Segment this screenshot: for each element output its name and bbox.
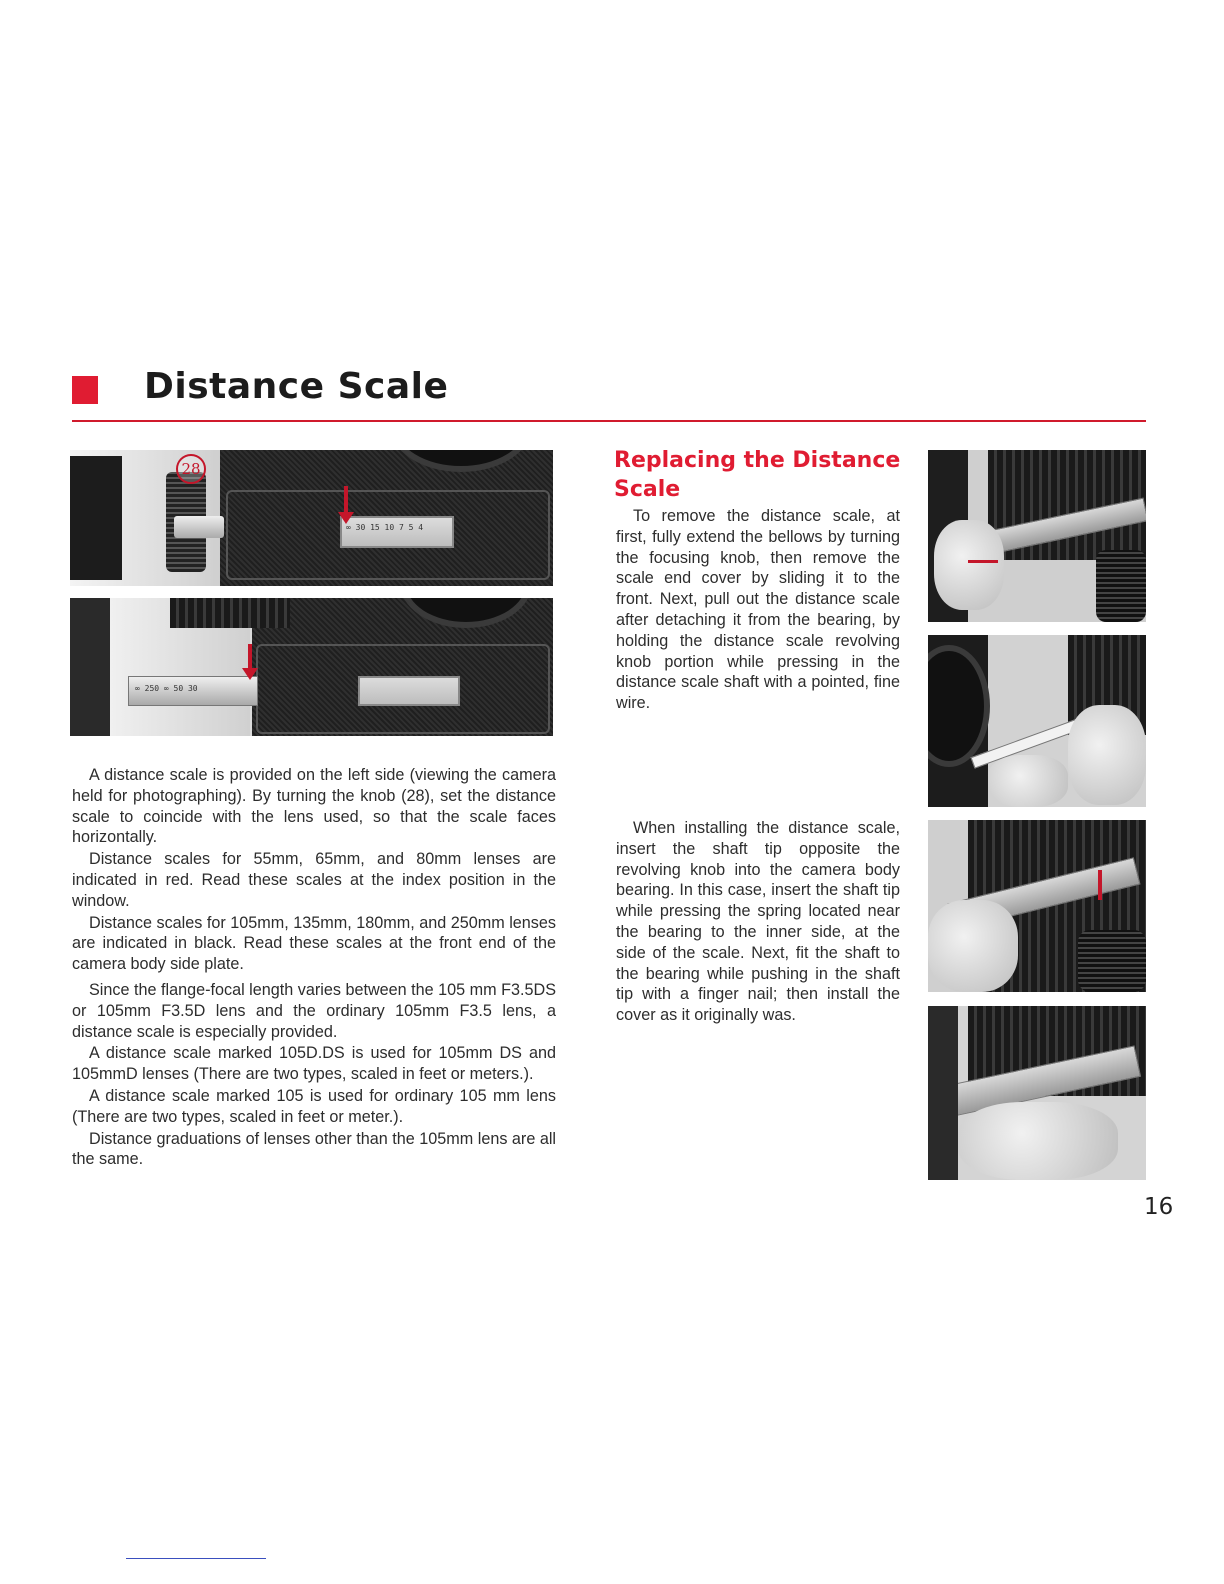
- scale-window-text: ∞ 30 15 10 7 5 4: [346, 523, 424, 532]
- section-subtitle: Replacing the Distance Scale: [614, 448, 901, 502]
- photo-installation-step-2: [928, 1006, 1146, 1180]
- paragraph: Since the flange-focal length varies between the 105 mm F3.5DS or 105mm F3.5D lens and the ordinary 105mm F3.5 lens, a distance scale is especially provided.: [72, 980, 557, 1041]
- photo-side-plate-scale: [70, 598, 553, 736]
- photo-distance-scale-window: [70, 450, 553, 586]
- section-marker-square: [72, 376, 98, 404]
- photo-removal-step-1: [928, 450, 1146, 622]
- installation-instructions: [616, 818, 900, 1026]
- removal-instructions: [616, 506, 900, 714]
- paragraph: A distance scale marked 105D.DS is used for 105mm DS and 105mmD lenses (There are two types, scaled in feet or meters.).: [72, 1044, 556, 1084]
- paragraph: Distance scales for 55mm, 65mm, and 80mm lenses are indicated in red. Read these scales at the index position in the window.: [72, 850, 556, 910]
- index-arrow-marker-2: [248, 644, 252, 670]
- page-number: 16: [1144, 1194, 1174, 1220]
- footer-rule: [126, 1558, 266, 1559]
- paragraph: Distance scales for 105mm, 135mm, 180mm, and 250mm lenses are indicated in black. Read these scales at the front end of the camera body side plate.: [72, 913, 556, 974]
- paragraph: A distance scale marked 105 is used for ordinary 105 mm lens (There are two types, scaled in feet or meter.).: [72, 1086, 556, 1126]
- paragraph: A distance scale is provided on the left side (viewing the camera held for photographing). By turning the knob (28), set the distance scale to coincide with the lens used, so that the scale faces horizontally.: [72, 766, 556, 847]
- index-arrow-marker: [344, 486, 348, 514]
- photo-removal-step-2: [928, 635, 1146, 807]
- knob-28-callout: 28: [176, 454, 206, 484]
- paragraph: When installing the distance scale, insert the shaft tip opposite the revolving knob into the camera body bearing. In this case, insert the shaft tip while pressing the spring located near the bearing to the inner side, at the side of the scale. Next, fit the shaft to the bearing while pushing in the shaft tip with a finger nail; then install the cover as it originally was.: [616, 819, 900, 1025]
- paragraph: Distance graduations of lenses other than the 105mm lens are all the same.: [72, 1129, 557, 1169]
- page-title: Distance Scale: [144, 366, 449, 407]
- left-column-text: [72, 765, 556, 1170]
- side-scale-text: ∞ 250 ∞ 50 30: [135, 684, 198, 693]
- paragraph: To remove the distance scale, at first, fully extend the bellows by turning the focusing knob, then remove the scale end cover by sliding it to the front. Next, pull out the distance scale after detaching it from the bearing, by holding the distance scale revolving knob portion while pressing in the distance scale shaft with a pointed, fine wire.: [616, 507, 900, 713]
- photo-installation-step-1: [928, 820, 1146, 992]
- header-divider: [72, 420, 1146, 422]
